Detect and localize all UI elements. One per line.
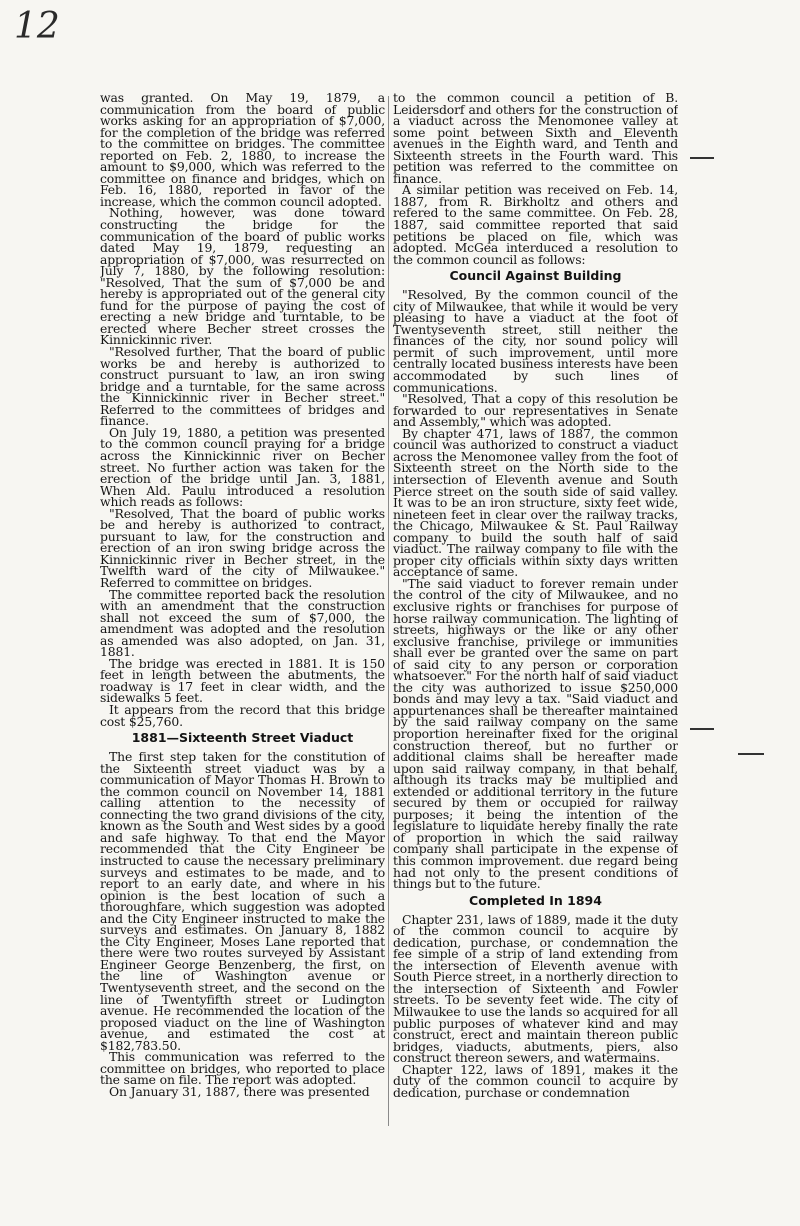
section-heading: Completed In 1894	[469, 892, 602, 908]
paragraph: On January 31, 1887, there was presented	[109, 1083, 370, 1099]
paragraph: "Resolved, That the board of public works be and hereby is authorized to contract, pursuant to law, for the construction and erection of an iron swing bridge across the Kinnickinnic river in Becher street, in the Twelfth ward of the city of Milwaukee." Referred to committee on bridges.	[100, 505, 385, 590]
paragraph: The bridge was erected in 1881. It is 150 feet in length between the abutments, the roadway is 17 feet in clear width, and the sidewalks 5 feet.	[100, 655, 385, 706]
margin-mark	[738, 753, 764, 755]
paragraph: "Resolved further, That the board of public works be and hereby is authorized to construct pursuant to law, an iron swing bridge and a turntable, for the same across the Kinnickinnic river in Becher street." Referred to the committees of bridges and finance.	[100, 344, 385, 429]
paragraph: This communication was referred to the committee on bridges, who reported to place the same on file. The report was adopted.	[100, 1049, 385, 1088]
paragraph: The first step taken for the constitution of the Sixteenth street viaduct was by a communication of Mayor Thomas H. Brown to the common council on November 14, 1881 calling attention to the necessity of connecting the two grand divisions of the city, known as the South and West sides by a good and safe highway. To that end the Mayor recommended that the City Engineer be instructed to cause the necessary preliminary surveys and estimates to be made, and to report to an early date, and where in his opinion is the best location of such a thoroughfare, which suggestion was adopted and the City Engineer instructed to make the surveys and estimates. On January 8, 1882 the City Engineer, Moses Lane reported that there were two routes surveyed by Assistant Engineer George Benzenberg, the first, on the line of Washington avenue or Twentyseventh street, and the second on the line of Twentyfifth street or Ludington avenue. He recommended the location of the proposed viaduct on the line of Washington avenue, and estimated the cost at $182,783.50.	[100, 749, 385, 1053]
paragraph: On July 19, 1880, a petition was presented to the common council praying for a bridge across the Kinnickinnic river on Becher street. No further action was taken for the erection of the bridge until Jan. 3, 1881, When Ald. Paulu introduced a resolution which reads as follows:	[100, 424, 385, 510]
section-heading: Council Against Building	[449, 268, 622, 284]
right-column	[393, 92, 678, 1142]
paragraph: "The said viaduct to forever remain under the control of the city of Milwaukee, and no exclusive rights or franchises for purpose of horse railway communication. The lighting of streets, highways or the like or any other exclusive franchise, privilege or immunities shall ever be granted over the same on part of said city to any person or corporation whatsoever." For the north half of said viaduct the city was authorized to issue $250,000 bonds and may levy a tax. "Said viaduct and appurtenances shall be thereafter maintained by the said railway company on the same proportion hereinafter fixed for the original construction thereof, but no further or additional claims shall be hereafter made upon said railway company, in that behalf, although its tracks may be multiplied and extended or additional territory in the future secured by them or occupied for railway purposes; it being the intention of the legislature to liquidate hereby finally the rate of proportion in which the said railway company shall participate in the expense of this common improvement. due regard being had not only to the present conditions of things but to the future.	[393, 575, 678, 892]
paragraph: was granted. On May 19, 1879, a communication from the board of public works asking for an appropriation of $7,000, for the completion of the bridge was referred to the committee on bridges. The committee reported on Feb. 2, 1880, to increase the amount to $9,000, which was referred to the committee on finance and bridges, which on Feb. 16, 1880, reported in favor of the increase, which the common council adopted.	[100, 92, 385, 209]
paragraph: to the common council a petition of B. Leidersdorf and others for the construction of a viaduct across the Menomonee valley at some point between Sixth and Eleventh avenues in the Eighth ward, and Tenth and Sixteenth streets in the Fourth ward. This petition was referred to the committee on finance.	[393, 92, 678, 186]
paragraph: By chapter 471, laws of 1887, the common council was authorized to construct a viaduct across the Menomonee valley from the foot of Sixteenth street on the North side to the intersection of Eleventh avenue and South Pierce street on the south side of said valley. It was to be an iron structure, sixty feet wide, nineteen feet in clear over the railway tracks, the Chicago, Milwaukee & St. Paul Railway company to build the south half of said viaduct. The railway company to file with the proper city officials within sixty days written acceptance of same.	[393, 425, 678, 580]
margin-mark	[690, 728, 714, 730]
paragraph: Chapter 231, laws of 1889, made it the duty of the common council to acquire by dedication, purchase, or condemnation the fee simple of a strip of land extending from the intersection of Eleventh avenue with South Pierce street, in a northerly direction to the intersection of Sixteenth and Fowler streets. To be seventy feet wide. The city of Milwaukee to use the lands so acquired for all public purposes of whatever kind and may construct, erect and maintain thereon public bridges, viaducts, abutments, piers, also construct thereon sewers, and watermains.	[393, 911, 678, 1066]
page-number: 12	[14, 6, 60, 47]
paragraph: Chapter 122, laws of 1891, makes it the duty of the common council to acquire by dedication, purchase or condemnation	[393, 1061, 678, 1100]
paragraph: Nothing, however, was done toward constructing the bridge for the communication of the board of public works dated May 19, 1879, requesting an appropriation of $7,000, was resurrected on July 7, 1880, by the following resolution: "Resolved, That the sum of $7,000 be and hereby is appropriated out of the general city fund for the purpose of paying the cost of erecting a new bridge and turntable, to be erected where Becher street crosses the Kinnickinnic river.	[100, 205, 385, 348]
paragraph: It appears from the record that this bridge cost $25,760.	[100, 701, 385, 729]
paragraph: The committee reported back the resolution with an amendment that the construction shall not exceed the sum of $7,000, the amendment was adopted and the resolution as amended was also adopted, on Jan. 31, 1881.	[100, 586, 385, 660]
section-heading: 1881—Sixteenth Street Viaduct	[131, 730, 354, 746]
paragraph: "Resolved, That a copy of this resolution be forwarded to our representatives in Senate and Assembly," which was adopted.	[393, 391, 678, 430]
column-divider	[388, 96, 389, 1126]
paragraph: A similar petition was received on Feb. 14, 1887, from R. Birkholtz and others and refered to the same committee. On Feb. 28, 1887, said committee reported that said petitions be placed on file, which was adopted. McGea interduced a resolution to the common council as follows:	[393, 182, 678, 267]
left-column	[100, 92, 385, 1132]
margin-mark	[690, 157, 714, 159]
paragraph: "Resolved, By the common council of the city of Milwaukee, that while it would be very pleasing to have a viaduct at the foot of Twentyseventh street, still neither the finances of the city, nor sound policy will permit of such improvement, until more centrally located business interests have been accommodated by such lines of communications.	[393, 287, 678, 395]
